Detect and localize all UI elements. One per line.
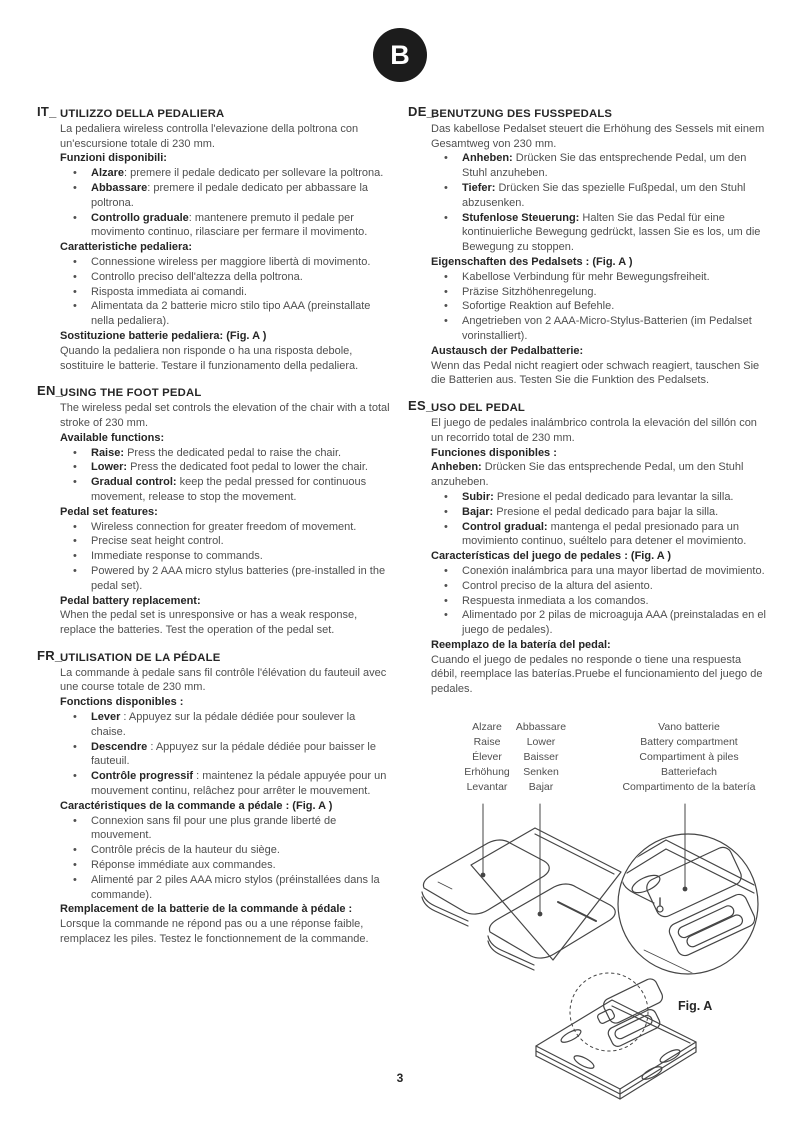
bold-text: Pedal set features: [60, 505, 158, 518]
bold-text: Caratteristiche pedaliera: [60, 241, 193, 254]
bullet-dot: • [444, 579, 448, 592]
bullet-item [60, 285, 391, 300]
text: : Appuyez sur la pédale dédiée pour soulever la chaise. [91, 711, 356, 738]
bullet-dot: • [444, 564, 448, 577]
text: : maintenez la pédale appuyée pour un mouvement continu, relâchez pour arrêter le mouvement. [91, 770, 387, 798]
bullet-text [91, 710, 391, 740]
paragraph [431, 122, 770, 152]
text: Alimenté par 2 piles AAA micro stylos (préinstallées dans la commande). [91, 873, 380, 901]
text: Connessione wireless per maggiore libertà di movimento. [91, 255, 371, 268]
text: : premere il pedale dedicato per abbassare la poltrona. [91, 181, 369, 209]
language-code: EN_ [37, 383, 64, 399]
bullet-item [431, 594, 770, 609]
bullet-text [91, 475, 391, 505]
subheading [431, 638, 770, 653]
text: : premere il pedale dedicato per sollevare la poltrona. [124, 167, 384, 180]
bullet-item [60, 270, 391, 285]
bold-text: Available functions: [60, 431, 165, 444]
section-title: UTILISATION DE LA PÉDALE [60, 651, 221, 664]
bullet-item [60, 181, 391, 211]
leader-lines [481, 804, 688, 916]
text: Press the dedicated foot pedal to lower the chair. [127, 461, 368, 474]
bullet-dot: • [73, 740, 77, 753]
section-title: USING THE FOOT PEDAL [60, 387, 202, 400]
bullet-item [431, 151, 770, 181]
subheading [60, 151, 391, 166]
bullet-text [91, 534, 391, 549]
diagram-label-lower-pedal: Bajar [528, 781, 554, 793]
bullet-item [60, 740, 391, 770]
bullet-text [91, 270, 391, 285]
text: La commande à pedale sans fil contrôle l'élévation du fauteuil avec une course totale de 230 mm. [60, 666, 387, 694]
bullet-dot: • [444, 505, 448, 518]
text: Das kabellose Pedalset steuert die Erhöhung des Sessels mit einem Gesamtweg von 230 mm. [431, 122, 765, 150]
bullet-text [462, 608, 770, 638]
subheading [60, 594, 391, 609]
bullet-item [431, 520, 770, 550]
text: Sofortige Reaktion auf Befehle. [462, 300, 615, 313]
bullet-text [462, 151, 770, 181]
right-column [408, 104, 770, 710]
bullet-item [60, 520, 391, 535]
bullet-text [462, 181, 770, 211]
bullet-text [91, 211, 391, 241]
bullet-dot: • [444, 300, 448, 313]
pedal-set-illustration [408, 712, 788, 1122]
paragraph [60, 122, 391, 152]
bullet-dot: • [444, 285, 448, 298]
bullet-dot: • [73, 711, 77, 724]
diagram-label-battery-compartment: Batteriefach [660, 766, 718, 778]
diagram-label-raise-pedal: Raise [473, 736, 501, 748]
diagram-label-lower-pedal: Abbassare [515, 721, 567, 733]
bold-text: Anheben: [431, 461, 482, 474]
bold-text: Características del juego de pedales : (Fig. A ) [431, 550, 672, 563]
text: When the pedal set is unresponsive or has a weak response, replace the batteries. Test the operation of the pedal set. [60, 609, 358, 637]
bullet-text [91, 740, 391, 770]
diagram-label-raise-pedal: Levantar [466, 781, 508, 793]
text: Wireless connection for greater freedom of movement. [91, 520, 357, 533]
figure-a-label: Fig. A [678, 999, 713, 1013]
battery-detail-circle [618, 834, 760, 990]
text: Drücken Sie das entsprechende Pedal, um den Stuhl anzuheben. [462, 152, 747, 180]
bold-text: Stufenlose Steuerung: [462, 211, 580, 224]
bold-text: Raise: [91, 446, 125, 459]
section-badge [373, 28, 427, 82]
diagram-label-raise-pedal: Alzare [472, 721, 502, 733]
text: Powered by 2 AAA micro stylus batteries (pre-installed in the pedal set). [91, 564, 386, 592]
paragraph [60, 917, 391, 947]
bullet-dot: • [73, 300, 77, 313]
language-code: DE_ [408, 104, 435, 119]
section-es [408, 398, 770, 697]
bullet-item [60, 814, 391, 844]
paragraph [60, 608, 391, 638]
paragraph [431, 416, 770, 446]
bullet-item [60, 299, 391, 329]
subheading [431, 446, 770, 461]
text: Controllo preciso dell'altezza della poltrona. [91, 270, 303, 283]
pedal-set-drawing [422, 828, 621, 970]
bullet-dot: • [73, 564, 77, 577]
diagram-label-lower-pedal: Baisser [523, 751, 559, 763]
text: Connexion sans fil pour une plus grande liberté de mouvement. [91, 814, 337, 842]
bullet-text [91, 299, 391, 329]
bullet-text [462, 299, 770, 314]
bullet-dot: • [444, 594, 448, 607]
bullet-dot: • [73, 181, 77, 194]
bold-text: Fonctions disponibles : [60, 696, 184, 709]
bullet-text [462, 564, 770, 579]
bullet-dot: • [444, 490, 448, 503]
bold-text: Abbassare [91, 181, 148, 194]
bullet-dot: • [444, 152, 448, 165]
bold-text: Sostituzione batterie pedaliera: (Fig. A ) [60, 329, 267, 342]
bullet-text [91, 814, 391, 844]
bullet-text [462, 211, 770, 255]
text: Conexión inalámbrica para una mayor libertad de movimiento. [462, 564, 765, 577]
bullet-item [60, 166, 391, 181]
text: Immediate response to commands. [91, 550, 263, 563]
text: Lorsque la commande ne répond pas ou a une réponse faible, remplacez les piles. Testez le fonctionnement de la commande. [60, 918, 369, 946]
bullet-text [462, 490, 770, 505]
bullet-dot: • [444, 270, 448, 283]
bullet-item [60, 211, 391, 241]
paragraph [60, 666, 391, 696]
section-fr [37, 647, 391, 947]
text: Alimentado por 2 pilas de microaguja AAA (preinstaladas en el juego de pedales). [462, 609, 766, 637]
text: The wireless pedal set controls the elevation of the chair with a total stroke of 230 mm. [60, 402, 390, 429]
bullet-text [91, 858, 391, 873]
bullet-item [60, 255, 391, 270]
paragraph [431, 359, 770, 389]
bullet-dot: • [73, 873, 77, 886]
page-number: 3 [396, 1071, 404, 1085]
bold-text: Tiefer: [462, 181, 496, 194]
bullet-dot: • [73, 859, 77, 872]
text: Contrôle précis de la hauteur du siège. [91, 844, 280, 857]
text: Precise seat height control. [91, 535, 224, 548]
diagram-label-lower-pedal: Senken [523, 766, 559, 778]
bullet-text [462, 579, 770, 594]
figure-a-diagram [408, 712, 788, 1122]
text: Drücken Sie das entsprechende Pedal, um den Stuhl anzuheben. [431, 461, 744, 489]
bullet-item [60, 769, 391, 799]
language-code: ES_ [408, 398, 434, 414]
left-column [37, 104, 391, 960]
bold-text: Gradual control: [91, 476, 177, 489]
bullet-dot: • [73, 461, 77, 474]
bullet-text [462, 505, 770, 520]
text: Control preciso de la altura del asiento. [462, 579, 653, 592]
section-title: USO DEL PEDAL [431, 402, 526, 415]
text: Cuando el juego de pedales no responde o tiene una respuesta débil, reemplace las baterías.Pruebe el funcionamiento del juego de pedales. [431, 653, 763, 696]
text: Press the dedicated pedal to raise the chair. [124, 446, 342, 459]
text: Réponse immédiate aux commandes. [91, 859, 276, 872]
text: Präzise Sitzhöhenregelung. [462, 285, 597, 298]
diagram-label-raise-pedal: Erhöhung [464, 766, 510, 778]
bullet-text [91, 564, 391, 594]
bullet-item [431, 579, 770, 594]
paragraph [431, 460, 770, 490]
bullet-dot: • [73, 255, 77, 268]
bold-text: Remplacement de la batterie de la commande à pédale : [60, 903, 353, 916]
bold-text: Bajar: [462, 505, 494, 518]
diagram-label-battery-compartment: Compartiment à piles [639, 751, 739, 763]
diagram-label-battery-compartment: Vano batterie [658, 721, 720, 733]
bullet-dot: • [73, 476, 77, 489]
paragraph [60, 344, 391, 374]
bold-text: Reemplazo de la batería del pedal: [431, 638, 611, 651]
bullet-item [60, 564, 391, 594]
bullet-item [431, 181, 770, 211]
bullet-item [431, 608, 770, 638]
bullet-item [60, 475, 391, 505]
bullet-text [91, 549, 391, 564]
bullet-dot: • [73, 550, 77, 563]
text: Presione el pedal dedicado para bajar la silla. [493, 505, 719, 518]
bullet-text [91, 843, 391, 858]
bullet-item [60, 549, 391, 564]
text: Wenn das Pedal nicht reagiert oder schwach reagiert, tauschen Sie die Batterien aus. Testen Sie die Funktion des Pedalsets. [431, 359, 760, 387]
subheading [60, 240, 391, 255]
bullet-dot: • [73, 770, 77, 783]
text: : Appuyez sur la pédale dédiée pour baisser le fauteuil. [91, 740, 376, 768]
bold-text: Austausch der Pedalbatterie: [431, 344, 584, 357]
bullet-dot: • [73, 814, 77, 827]
bullet-item [431, 299, 770, 314]
bullet-item [60, 858, 391, 873]
bold-text: Control gradual: [462, 520, 548, 533]
text: mantenga el pedal presionado para un movimiento continuo, suéltelo para detener el movimiento. [462, 520, 747, 548]
bullet-text [462, 520, 770, 550]
subheading [60, 505, 391, 520]
text: Risposta immediata ai comandi. [91, 285, 247, 298]
bold-text: Descendre [91, 740, 148, 753]
text: : mantenere premuto il pedale per movimento continuo, rilasciare per fermare il movimento. [91, 211, 368, 239]
bullet-text [91, 166, 391, 181]
bold-text: Funzioni disponibili: [60, 152, 167, 165]
text: keep the pedal pressed for continuous movement, release to stop the movement. [91, 476, 367, 503]
bullet-item [431, 490, 770, 505]
bullet-dot: • [73, 270, 77, 283]
diagram-label-lower-pedal: Lower [526, 736, 556, 748]
text: El juego de pedales inalámbrico controla la elevación del sillón con un recorrido total de 230 mm. [431, 416, 757, 444]
bold-text: Alzare [91, 167, 125, 180]
section-en [37, 383, 391, 638]
bold-text: Caractéristiques de la commande a pédale : (Fig. A ) [60, 799, 333, 812]
section-title: UTILIZZO DELLA PEDALIERA [60, 108, 225, 120]
bullet-dot: • [444, 520, 448, 533]
bullet-dot: • [73, 844, 77, 857]
bullet-text [91, 285, 391, 300]
bullet-item [431, 564, 770, 579]
subheading [60, 329, 391, 344]
bold-text: Subir: [462, 490, 494, 503]
diagram-label-battery-compartment: Battery compartment [640, 736, 738, 748]
paragraph [431, 653, 770, 697]
bold-text: Funciones disponibles : [431, 446, 557, 459]
text: Angetrieben von 2 AAA-Micro-Stylus-Batterien (im Pedalset vorinstalliert). [462, 315, 752, 342]
bullet-dot: • [73, 446, 77, 459]
bullet-text [91, 255, 391, 270]
bullet-item [431, 314, 770, 344]
section-it [37, 104, 391, 373]
bullet-item [60, 534, 391, 549]
text: Halten Sie das Pedal für eine kontinuierliche Bewegung gedrückt, lassen Sie es los, um die Bewegung zu stoppen. [462, 211, 761, 254]
bullet-text [91, 873, 391, 903]
bullet-text [462, 314, 770, 344]
bullet-item [60, 460, 391, 475]
bullet-text [462, 270, 770, 285]
bullet-dot: • [444, 181, 448, 194]
bullet-item [431, 270, 770, 285]
text: Respuesta inmediata a los comandos. [462, 594, 649, 607]
bullet-dot: • [73, 285, 77, 298]
bullet-item [60, 873, 391, 903]
text: Kabellose Verbindung für mehr Bewegungsfreiheit. [462, 270, 710, 283]
bold-text: Lower: [91, 461, 128, 474]
subheading [60, 695, 391, 710]
text: Drücken Sie das spezielle Fußpedal, um den Stuhl abzusenken. [462, 181, 746, 209]
language-code: FR_ [37, 647, 63, 663]
text: Quando la pedaliera non risponde o ha una risposta debole, sostituire le batterie. Testare il funzionamento della pedaliera. [60, 344, 359, 372]
bullet-dot: • [73, 211, 77, 224]
bullet-dot: • [73, 520, 77, 533]
diagram-label-raise-pedal: Élever [472, 751, 502, 763]
bullet-text [91, 460, 391, 475]
bold-text: Eigenschaften des Pedalsets : (Fig. A ) [431, 255, 633, 268]
bullet-text [91, 181, 391, 211]
bullet-text [462, 594, 770, 609]
diagram-label-battery-compartment: Compartimento de la batería [622, 781, 756, 793]
bullet-text [91, 520, 391, 535]
bullet-dot: • [73, 167, 77, 180]
bullet-dot: • [73, 535, 77, 548]
subheading [431, 255, 770, 270]
section-badge-letter: B [390, 39, 410, 70]
subheading [60, 902, 391, 917]
bold-text: Pedal battery replacement: [60, 594, 201, 607]
subheading [60, 799, 391, 814]
subheading [60, 431, 391, 446]
bullet-item [60, 710, 391, 740]
bullet-text [462, 285, 770, 300]
section-de [408, 104, 770, 388]
language-code: IT_ [37, 104, 57, 119]
bold-text: Contrôle progressif [91, 770, 194, 783]
bullet-text [91, 446, 391, 461]
section-title: BENUTZUNG DES FUSSPEDALS [431, 108, 613, 120]
paragraph [60, 401, 391, 431]
subheading [431, 344, 770, 359]
text: La pedaliera wireless controlla l'elevazione della poltrona con un'escursione totale di 230 mm. [60, 122, 359, 150]
bullet-item [431, 211, 770, 255]
bullet-item [431, 285, 770, 300]
bold-text: Lever [91, 711, 121, 724]
bold-text: Anheben: [462, 152, 513, 165]
bullet-item [60, 843, 391, 858]
subheading [431, 549, 770, 564]
bullet-dot: • [444, 315, 448, 328]
bullet-dot: • [444, 609, 448, 622]
bold-text: Controllo graduale [91, 211, 189, 224]
text: Alimentata da 2 batterie micro stilo tipo AAA (preinstallate nella pedaliera). [91, 300, 371, 328]
bullet-item [60, 446, 391, 461]
text: Presione el pedal dedicado para levantar la silla. [493, 490, 734, 503]
bullet-item [431, 505, 770, 520]
bullet-dot: • [444, 211, 448, 224]
bullet-text [91, 769, 391, 799]
